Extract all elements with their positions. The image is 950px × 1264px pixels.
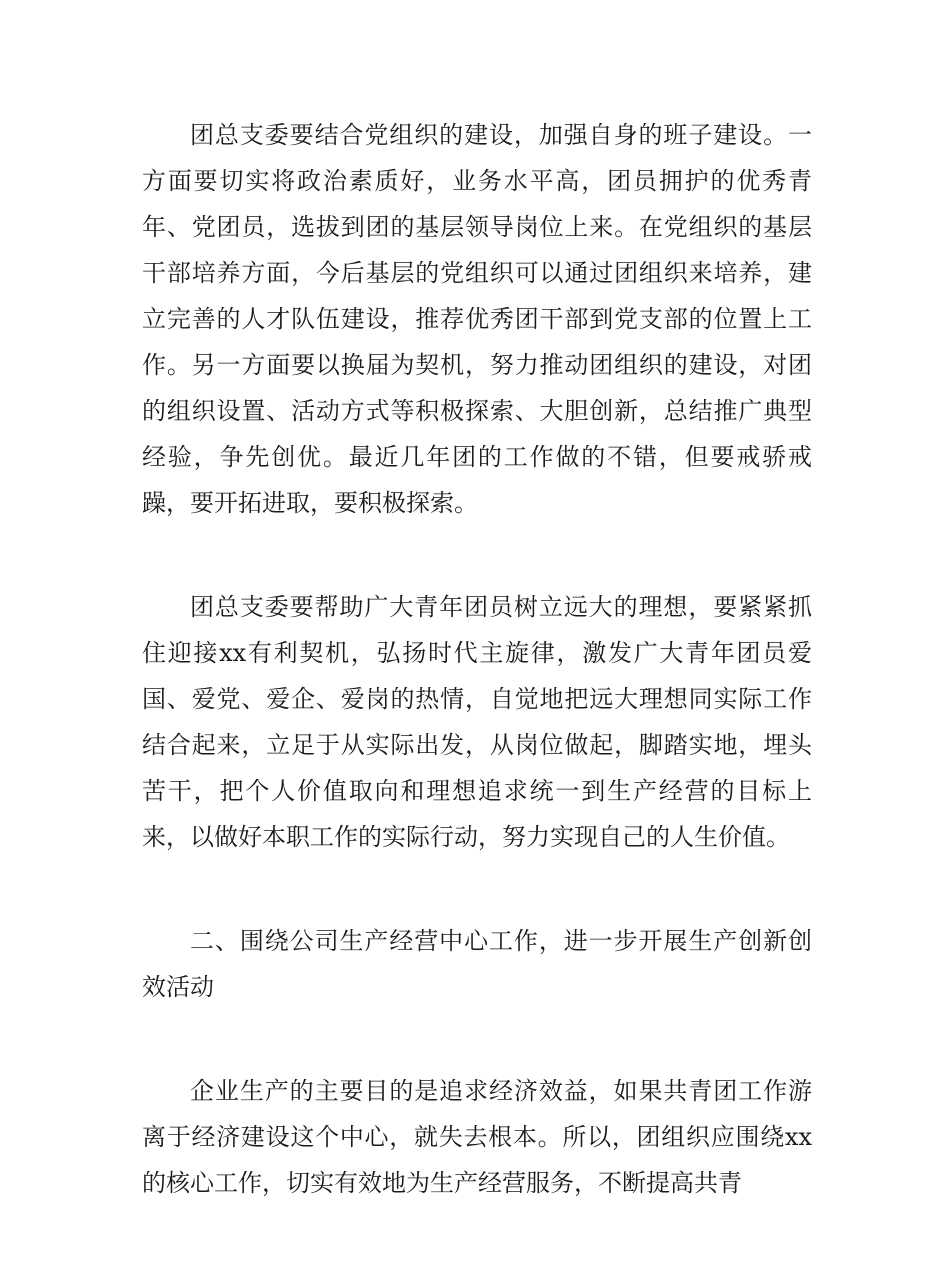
paragraph-youth-ideals: 团总支委要帮助广大青年团员树立远大的理想，要紧紧抓住迎接xx有利契机，弘扬时代主旋律，激发广大青年团员爱国、爱党、爱企、爱岗的热情，自觉地把远大理想同实际工作结合起来，立足于从实际出发，从岗位做起，脚踏实地，埋头苦干，把个人价值取向和理想追求统一到生产经营的目标上来，以做好本职工作的实际行动，努力实现自己的人生价值。 <box>142 593 812 851</box>
paragraph-economic-focus: 企业生产的主要目的是追求经济效益，如果共青团工作游离于经济建设这个中心，就失去根本。所以，团组织应围绕xx的核心工作，切实有效地为生产经营服务，不断提高共青 <box>142 1077 812 1197</box>
paragraph-team-leadership: 团总支委要结合党组织的建设，加强自身的班子建设。一方面要切实将政治素质好，业务水平高，团员拥护的优秀青年、党团员，选拔到团的基层领导岗位上来。在党组织的基层干部培养方面，今后基层的党组织可以通过团组织来培养，建立完善的人才队伍建设，推荐优秀团干部到党支部的位置上工作。另一方面要以换届为契机，努力推动团组织的建设，对团的组织设置、活动方式等积极探索、大胆创新，总结推广典型经验，争先创优。最近几年团的工作做的不错，但要戒骄戒躁，要开拓进取，要积极探索。 <box>142 121 812 517</box>
section-heading: 二、围绕公司生产经营中心工作，进一步开展生产创新创效活动 <box>142 927 812 1001</box>
document-body <box>142 112 812 1264</box>
